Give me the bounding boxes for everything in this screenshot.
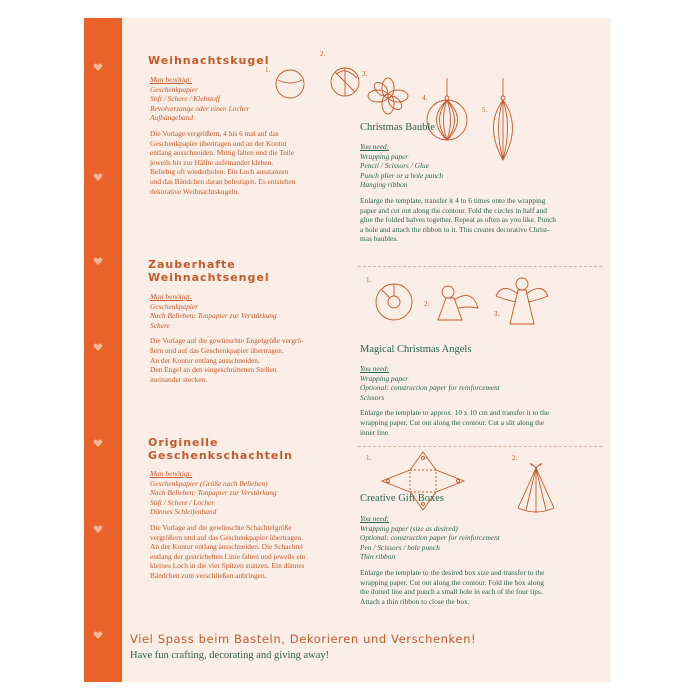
- footer-english: Have fun crafting, decorating and giving away!: [130, 650, 330, 661]
- de-instruction-line: entlang ausschneiden. Mittig falten und die Teile: [150, 148, 295, 158]
- de-material: Geschenkpapier (Größe nach Belieben): [150, 478, 268, 488]
- section-divider: [358, 446, 602, 447]
- de-material: Geschenkpapier: [150, 84, 199, 94]
- en-needs-label: You need:: [360, 142, 390, 151]
- de-instructions: [150, 523, 350, 581]
- en-block-boxes: [360, 514, 606, 606]
- bauble-step-2-illustration: [327, 62, 367, 102]
- step-number: 2.: [320, 50, 326, 58]
- de-title-bauble: Weihnachtskugel: [148, 54, 270, 67]
- de-material: Nach Belieben: Tonpapier zur Verstärkung: [150, 311, 277, 321]
- en-title-bauble: Christmas Bauble: [360, 122, 435, 133]
- de-material: Dünnes Schleifenband: [150, 507, 217, 517]
- en-instruction-line: mas baubles.: [360, 234, 399, 244]
- de-instruction-line: ineinander stecken.: [150, 374, 208, 384]
- de-material: Nach Belieben: Tonpapier zur Verstärkung: [150, 488, 277, 498]
- angel-step-1-illustration: [372, 280, 416, 324]
- step-number: 3.: [362, 70, 368, 78]
- step-number: 3.: [494, 310, 500, 318]
- de-instruction-line: An der Kontur entlang ausschneiden.: [150, 355, 260, 365]
- en-needs-label: You need:: [360, 514, 390, 523]
- de-instructions: [150, 129, 350, 196]
- step-number: 5.: [482, 106, 488, 114]
- en-instruction-line: Attach a thin ribbon to close the box.: [360, 596, 470, 606]
- instruction-page: [84, 18, 610, 682]
- en-instruction-line: Enlarge the template to approx. 10 x 10 cm and transfer it to the: [360, 408, 550, 418]
- page-content: [122, 18, 610, 682]
- heart-icon: [93, 256, 103, 266]
- en-title-angels: Magical Christmas Angels: [360, 344, 472, 355]
- en-instructions: [360, 568, 606, 606]
- en-block-bauble: [360, 142, 600, 244]
- section-divider: [358, 266, 602, 267]
- de-instruction-line: jeweils bis zur Hälfte aufeinander kleben.: [150, 157, 274, 167]
- en-instructions: [360, 196, 600, 244]
- en-material: Thin ribbon: [360, 552, 396, 562]
- en-instruction-line: wrapping paper. Cut out along the contour. Cut a slit along the: [360, 417, 545, 427]
- de-instruction-line: Beliebig oft wiederholen. Ein Loch ausstanzen: [150, 167, 289, 177]
- en-instructions: [360, 408, 600, 437]
- en-instruction-line: the dotted line and punch a small hole in each of the four tips.: [360, 587, 543, 597]
- de-needs-label: Man benötigt:: [150, 469, 193, 478]
- angel-step-2-illustration: [432, 278, 482, 326]
- heart-icon: [93, 172, 103, 182]
- de-instruction-line: Den Engel an den eingeschnittenen Stellen: [150, 365, 277, 375]
- de-material: Revolverzange oder einen Locher: [150, 103, 250, 113]
- de-instruction-line: vergrößern und auf das Geschenkpapier übertragen.: [150, 532, 303, 542]
- en-instruction-line: inner line.: [360, 427, 390, 437]
- en-instruction-line: paper and cut out along the contour. Fold the circles in half and: [360, 205, 547, 215]
- en-title-boxes: Creative Gift Boxes: [360, 493, 444, 504]
- heart-icon: [93, 342, 103, 352]
- step-number: 2.: [512, 454, 518, 462]
- de-instruction-line: Die Vorlage auf die gewünschte Engelgröße vergrö-: [150, 336, 304, 346]
- en-instruction-line: a hole and attach the ribbon to it. This creates decorative Christ-: [360, 224, 550, 234]
- en-material: Optional: construction paper for reinforcement: [360, 383, 500, 393]
- de-instruction-line: Die Vorlage auf die gewünschte Schachtelgröße: [150, 522, 292, 532]
- de-instruction-line: ßern und auf das Geschenkpapier übertragen.: [150, 345, 284, 355]
- angel-step-3-illustration: [492, 274, 552, 328]
- en-material: Optional: construction paper for reinforcement: [360, 533, 500, 543]
- en-material: Scissors: [360, 392, 385, 402]
- de-instruction-line: Geschenkpapier übertragen und an der Kontur: [150, 138, 287, 148]
- decorative-strip: [84, 18, 122, 682]
- step-number: 1.: [366, 276, 372, 284]
- de-block-bauble: [150, 75, 350, 196]
- en-block-angels: [360, 364, 600, 437]
- heart-icon: [93, 630, 103, 640]
- de-title-line: Zauberhafte: [148, 258, 236, 271]
- de-instruction-line: entlang der gestrichelten Linie falten und jeweils ein: [150, 551, 306, 561]
- de-instruction-line: Die Vorlage vergrößern, 4 bis 6 mal auf das: [150, 128, 279, 138]
- en-instruction-line: glue the folded halves together. Repeat as often as you like. Punch: [360, 215, 557, 225]
- de-material: Geschenkpapier: [150, 301, 199, 311]
- de-material: Schere: [150, 320, 170, 330]
- de-instruction-line: Bändchen zum verschließen anbringen.: [150, 570, 267, 580]
- en-material: Wrapping paper (size as desired): [360, 523, 458, 533]
- de-material: Stift / Schere / Klebstoff: [150, 94, 220, 104]
- de-instruction-line: und das Bändchen daran befestigen. Es entstehen: [150, 176, 296, 186]
- step-number: 1.: [366, 454, 372, 462]
- en-instruction-line: Enlarge the template, transfer it 4 to 6 times onto the wrapping: [360, 195, 546, 205]
- de-instruction-line: An der Kontur entlang ausschneiden. Die Schachtel: [150, 542, 303, 552]
- heart-icon: [93, 524, 103, 534]
- de-needs-label: Man benötigt:: [150, 292, 193, 301]
- de-block-boxes: [150, 469, 350, 581]
- de-needs-label: Man benötigt:: [150, 75, 193, 84]
- de-instruction-line: dekorative Weihnachtskugeln.: [150, 186, 240, 196]
- en-needs-label: You need:: [360, 364, 390, 373]
- footer-german: Viel Spass beim Basteln, Dekorieren und Verschenken!: [130, 632, 477, 646]
- en-instruction-line: Enlarge the template to the desired box size and transfer to the: [360, 567, 545, 577]
- de-block-angels: [150, 292, 350, 384]
- step-number: 4.: [422, 94, 428, 102]
- en-material: Wrapping paper: [360, 151, 409, 161]
- en-material: Pen / Scissors / hole punch: [360, 542, 440, 552]
- de-title-line: Originelle: [148, 436, 219, 449]
- de-instruction-line: kleines Loch in die vier Spitzen stanzen. Ein dünnes: [150, 561, 305, 571]
- en-instruction-line: wrapping paper. Cut out along the contour. Fold the box along: [360, 577, 544, 587]
- de-title-angels: [148, 258, 270, 284]
- de-title-line: Geschenkschachteln: [148, 449, 293, 462]
- en-material: Hanging ribbon: [360, 180, 408, 190]
- de-material: Aufhängeband: [150, 113, 194, 123]
- bauble-step-3-illustration: [366, 74, 410, 118]
- en-material: Pencil / Scissors / Glue: [360, 161, 429, 171]
- step-number: 2.: [424, 300, 430, 308]
- de-title-line: Weihnachtsengel: [148, 271, 270, 284]
- step-number: 1.: [265, 66, 271, 74]
- de-instructions: [150, 336, 350, 384]
- heart-icon: [93, 438, 103, 448]
- gift-box-finished-illustration: [512, 458, 560, 518]
- de-material: Stift / Schere / Locher: [150, 497, 215, 507]
- de-title-boxes: [148, 436, 293, 462]
- en-material: Punch plier or a hole punch: [360, 170, 444, 180]
- bauble-step-1-illustration: [272, 66, 312, 102]
- en-material: Wrapping paper: [360, 373, 409, 383]
- heart-icon: [93, 62, 103, 72]
